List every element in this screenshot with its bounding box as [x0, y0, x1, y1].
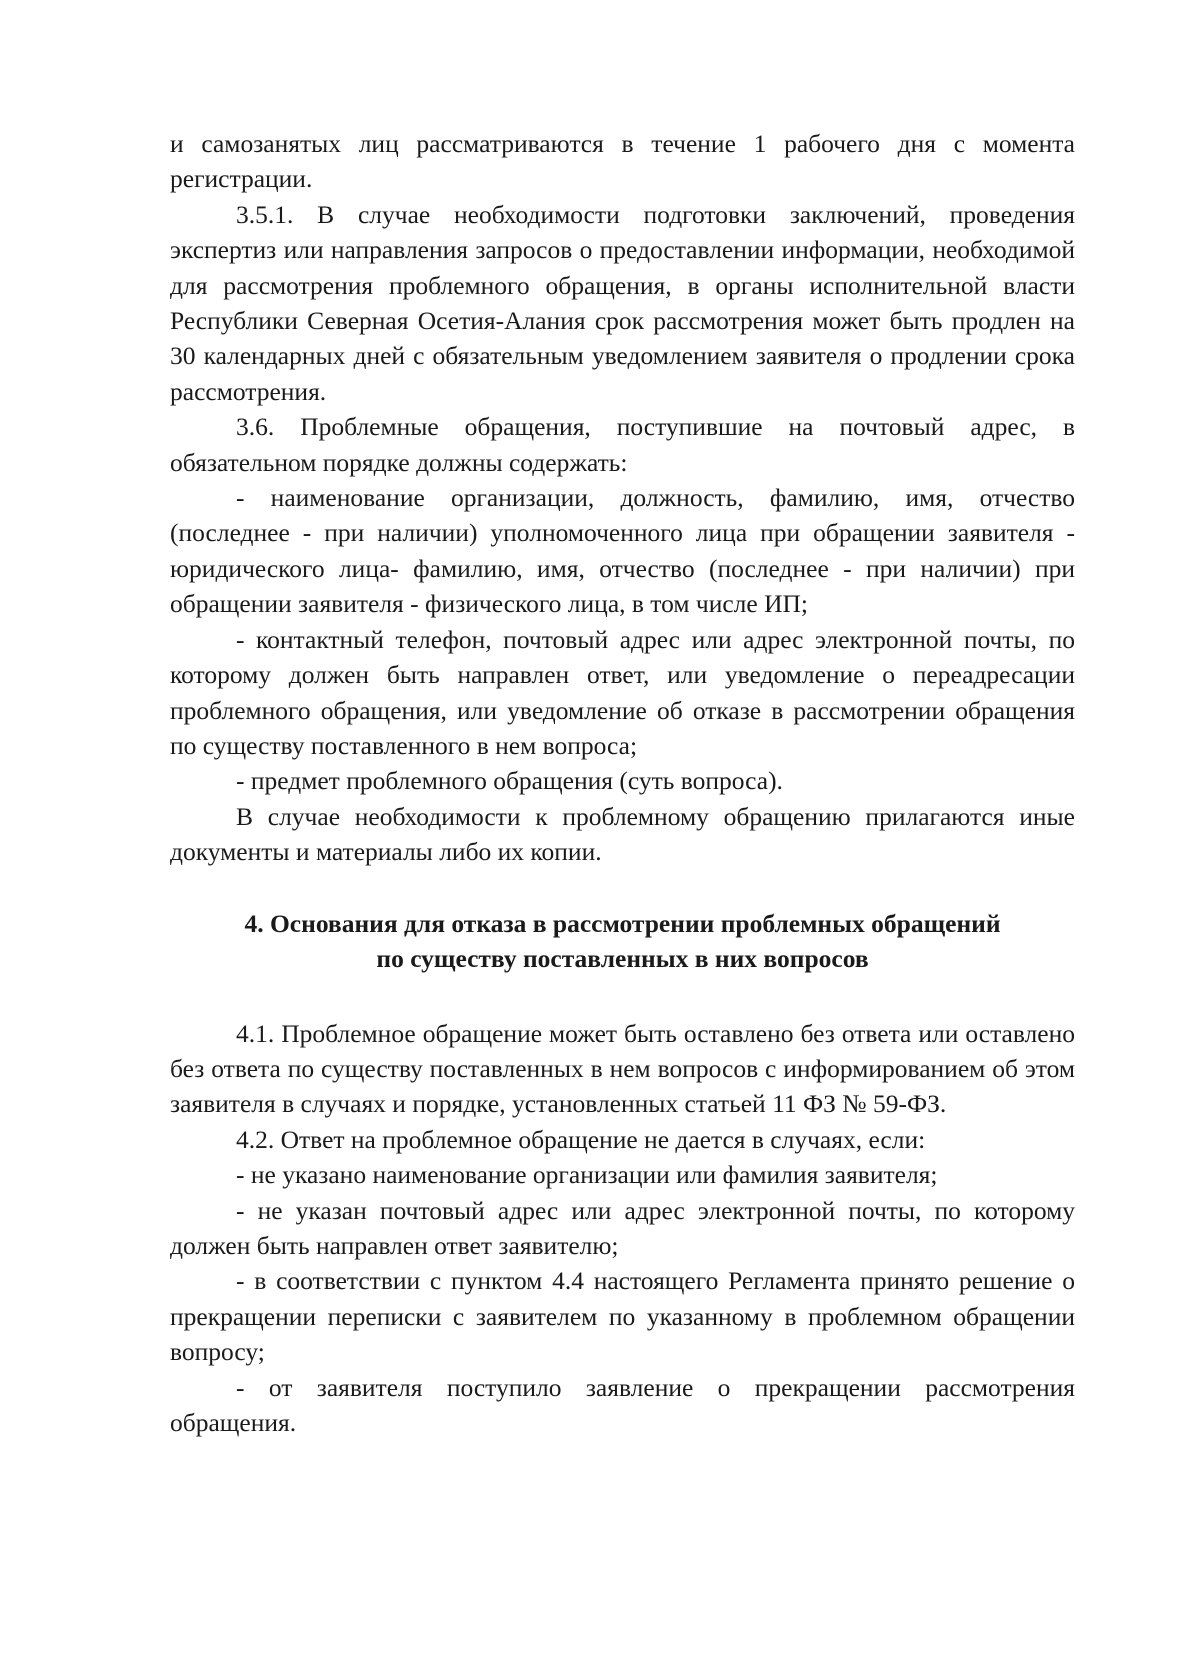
paragraph-3-6: 3.6. Проблемные обращения, поступившие на почтовый адрес, в обязательном порядке должны содержать: — [170, 412, 1075, 477]
list-item-correspondence-stopped: - в соответствии с пунктом 4.4 настоящего Регламента принято решение о прекращении переписки с заявителем по указанному в проблемном обращении вопросу; — [170, 1266, 1075, 1367]
list-item-no-address: - не указан почтовый адрес или адрес электронной почты, по которому должен быть направлен ответ заявителю; — [170, 1195, 1075, 1260]
section-heading — [170, 906, 1075, 976]
paragraph-4-2: 4.2. Ответ на проблемное обращение не дается в случаях, если: — [236, 1124, 926, 1154]
list-item-organization-name: - наименование организации, должность, фамилию, имя, отчество (последнее - при наличии) уполномоченного лица при обращении заявителя - юридического лица- фамилию, имя, отчество (последнее - при наличии) при обращении заявителя - физического лица, в том числе ИП; — [170, 483, 1075, 619]
list-item-contact-info: - контактный телефон, почтовый адрес или адрес электронной почты, по которому должен быть направлен ответ, или уведомление о переадресации проблемного обращения, или уведомление об отказе в рассмотрении обращения по существу поставленного в нем вопроса; — [170, 624, 1075, 760]
section-heading-line-2: по существу поставленных в них вопросов — [376, 943, 869, 973]
document-body — [170, 126, 1075, 1440]
paragraph-continuation: и самозанятых лиц рассматриваются в течение 1 рабочего дня с момента регистрации. — [170, 129, 1075, 194]
section-heading-line-1: 4. Основания для отказа в рассмотрении проблемных обращений — [244, 908, 1001, 938]
list-item-no-name: - не указано наименование организации или фамилия заявителя; — [236, 1160, 938, 1190]
paragraph-4-1: 4.1. Проблемное обращение может быть оставлено без ответа или оставлено без ответа по существу поставленных в нем вопросов с информированием об этом заявителя в случаях и порядке, установленных статьей 11 ФЗ № 59-ФЗ. — [170, 1018, 1075, 1119]
paragraph-3-5-1: 3.5.1. В случае необходимости подготовки заключений, проведения экспертиз или направления запросов о предоставлении информации, необходимой для рассмотрения проблемного обращения, в органы исполнительной власти Республики Северная Осетия-Алания срок рассмотрения может быть продлен на 30 календарных дней с обязательным уведомлением заявителя о продлении срока рассмотрения. — [170, 199, 1075, 406]
list-item-subject: - предмет проблемного обращения (суть вопроса). — [236, 766, 783, 796]
paragraph-attachments: В случае необходимости к проблемному обращению прилагаются иные документы и материалы либо их копии. — [170, 801, 1075, 867]
list-item-withdrawal: - от заявителя поступило заявление о прекращении рассмотрения обращения. — [170, 1372, 1075, 1437]
